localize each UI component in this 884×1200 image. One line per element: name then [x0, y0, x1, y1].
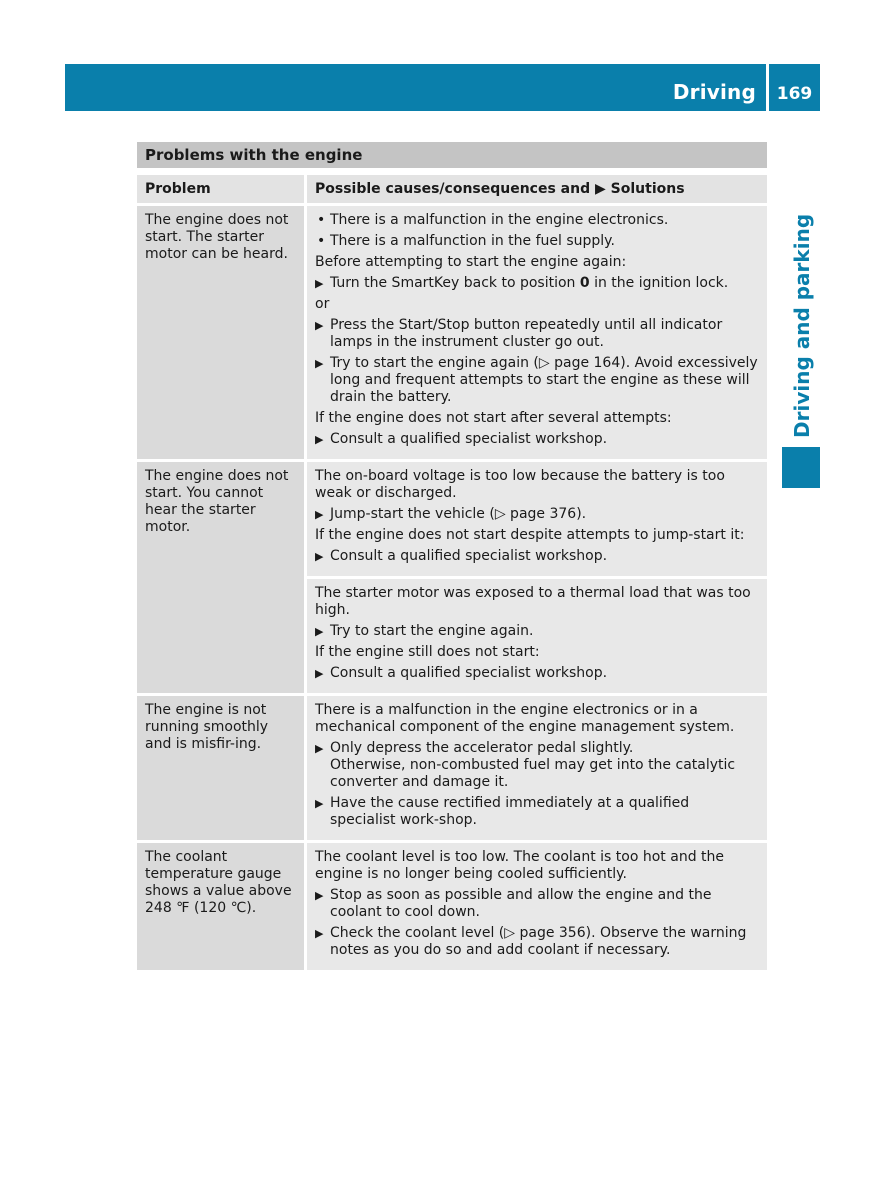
column-header-causes: Possible causes/consequences and ▶ Solutions: [307, 175, 767, 203]
page-number: 169: [776, 84, 813, 104]
step-item: ▶ Stop as soon as possible and allow the engine and the coolant to cool down.: [315, 887, 712, 920]
paragraph: The on-board voltage is too low because the battery is too weak or discharged.: [315, 468, 725, 501]
step-arrow-icon: ▶: [595, 181, 606, 197]
solution-cell: [307, 462, 767, 576]
paragraph: or: [315, 296, 330, 312]
paragraph: There is a malfunction in the engine electronics or in a mechanical component of the engine management system.: [315, 702, 735, 735]
step-item: ▶ Consult a qualified specialist workshop.: [315, 665, 608, 681]
troubleshooting-table: [137, 175, 767, 970]
column-header-problem: Problem: [137, 175, 307, 203]
table-header-row: [137, 175, 767, 203]
step-item: ▶ Have the cause rectified immediately at a qualified specialist work-shop.: [315, 795, 690, 828]
table-row: [137, 203, 767, 459]
step-item: ▶ Check the coolant level (▷ page 356). Observe the warning notes as you do so and add coolant if necessary.: [315, 925, 747, 958]
step-arrow-icon: ▶: [315, 550, 324, 563]
table-row: [137, 693, 767, 840]
step-item: ▶ Consult a qualified specialist workshop.: [315, 431, 608, 447]
step-arrow-icon: ▶: [315, 625, 324, 638]
step-item: ▶ Jump-start the vehicle (▷ page 376).: [315, 506, 587, 522]
step-item: ▶ Turn the SmartKey back to position 0 in the ignition lock.: [315, 275, 729, 291]
solution-cell: [307, 696, 767, 840]
section-header-title: Driving: [672, 80, 756, 104]
paragraph: Before attempting to start the engine again:: [315, 254, 627, 270]
bullet-icon: •: [317, 212, 326, 228]
problem-cell: The engine is not running smoothly and is misfir-ing.: [137, 696, 307, 840]
paragraph: If the engine still does not start:: [315, 644, 540, 660]
bullet-icon: •: [317, 233, 326, 249]
paragraph: If the engine does not start despite attempts to jump-start it:: [315, 527, 745, 543]
table-row: [137, 840, 767, 970]
step-item: ▶ Try to start the engine again (▷ page 164). Avoid excessively long and frequent attempts to start the engine as these will drain the battery.: [315, 355, 758, 405]
problem-cell: The coolant temperature gauge shows a value above 248 ℉ (120 ℃).: [137, 843, 307, 970]
problem-cell: The engine does not start. You cannot hear the starter motor.: [137, 462, 307, 693]
list-item: • There is a malfunction in the engine electronics.: [317, 212, 669, 228]
list-item: • There is a malfunction in the fuel supply.: [317, 233, 615, 249]
step-item: ▶ Press the Start/Stop button repeatedly until all indicator lamps in the instrument cluster go out.: [315, 317, 723, 350]
side-tab-marker: [782, 447, 820, 488]
step-item: ▶ Try to start the engine again.: [315, 623, 534, 639]
step-arrow-icon: ▶: [315, 797, 324, 810]
step-arrow-icon: ▶: [315, 742, 324, 755]
section-title: Problems with the engine: [137, 142, 767, 168]
step-item: ▶ Only depress the accelerator pedal slightly. Otherwise, non-combusted fuel may get into the catalytic converter and damage it.: [315, 740, 736, 790]
step-item: ▶ Consult a qualified specialist workshop.: [315, 548, 608, 564]
step-arrow-icon: ▶: [315, 927, 324, 940]
paragraph: The coolant level is too low. The coolant is too hot and the engine is no longer being cooled sufficiently.: [315, 849, 725, 882]
step-arrow-icon: ▶: [315, 667, 324, 680]
step-arrow-icon: ▶: [315, 889, 324, 902]
step-arrow-icon: ▶: [315, 277, 324, 290]
solution-cell: [307, 576, 767, 693]
step-arrow-icon: ▶: [315, 357, 324, 370]
side-tab: [790, 213, 814, 440]
problem-cell: The engine does not start. The starter motor can be heard.: [137, 206, 307, 459]
paragraph: The starter motor was exposed to a thermal load that was too high.: [315, 585, 751, 618]
step-note: Otherwise, non-combusted fuel may get into the catalytic converter and damage it.: [330, 757, 736, 790]
side-tab-label: Driving and parking: [790, 213, 814, 438]
step-arrow-icon: ▶: [315, 433, 324, 446]
table-row: [137, 459, 767, 693]
paragraph: If the engine does not start after several attempts:: [315, 410, 672, 426]
solution-cell: [307, 206, 767, 459]
step-arrow-icon: ▶: [315, 319, 324, 332]
step-arrow-icon: ▶: [315, 508, 324, 521]
solution-cell: [307, 843, 767, 970]
